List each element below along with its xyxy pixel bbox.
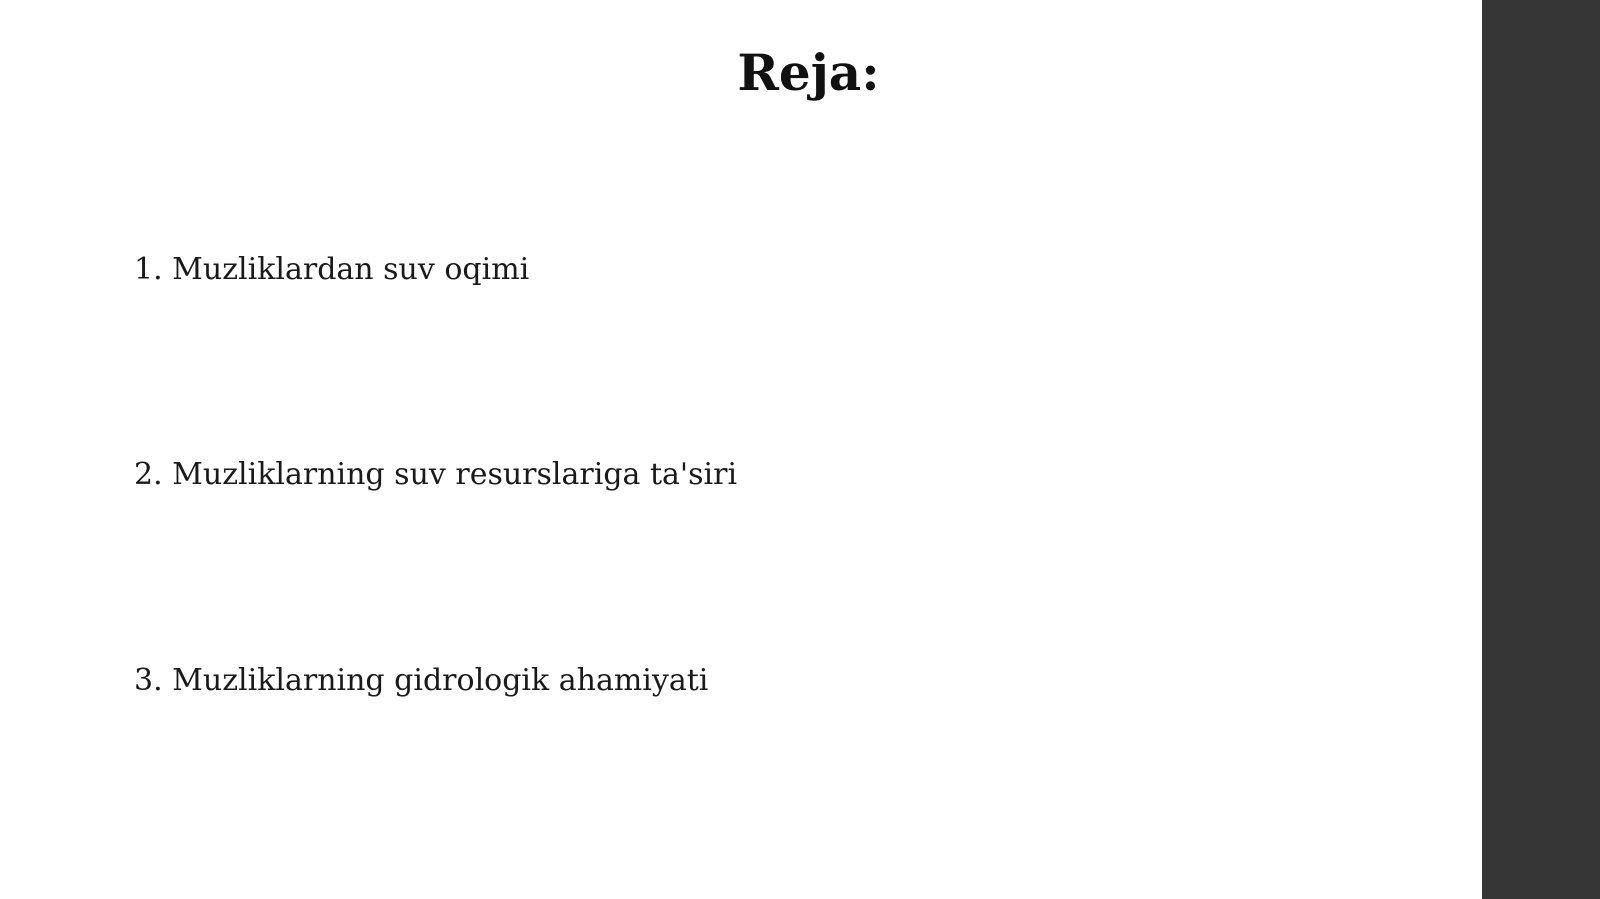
slide-title: Reja: xyxy=(737,43,880,102)
plan-item-2: 2. Muzliklarning suv resurslariga ta'siri xyxy=(134,457,738,492)
plan-item-3: 3. Muzliklarning gidrologik ahamiyati xyxy=(134,663,709,698)
plan-item-1: 1. Muzliklardan suv oqimi xyxy=(134,252,530,287)
side-bar xyxy=(1482,0,1600,899)
